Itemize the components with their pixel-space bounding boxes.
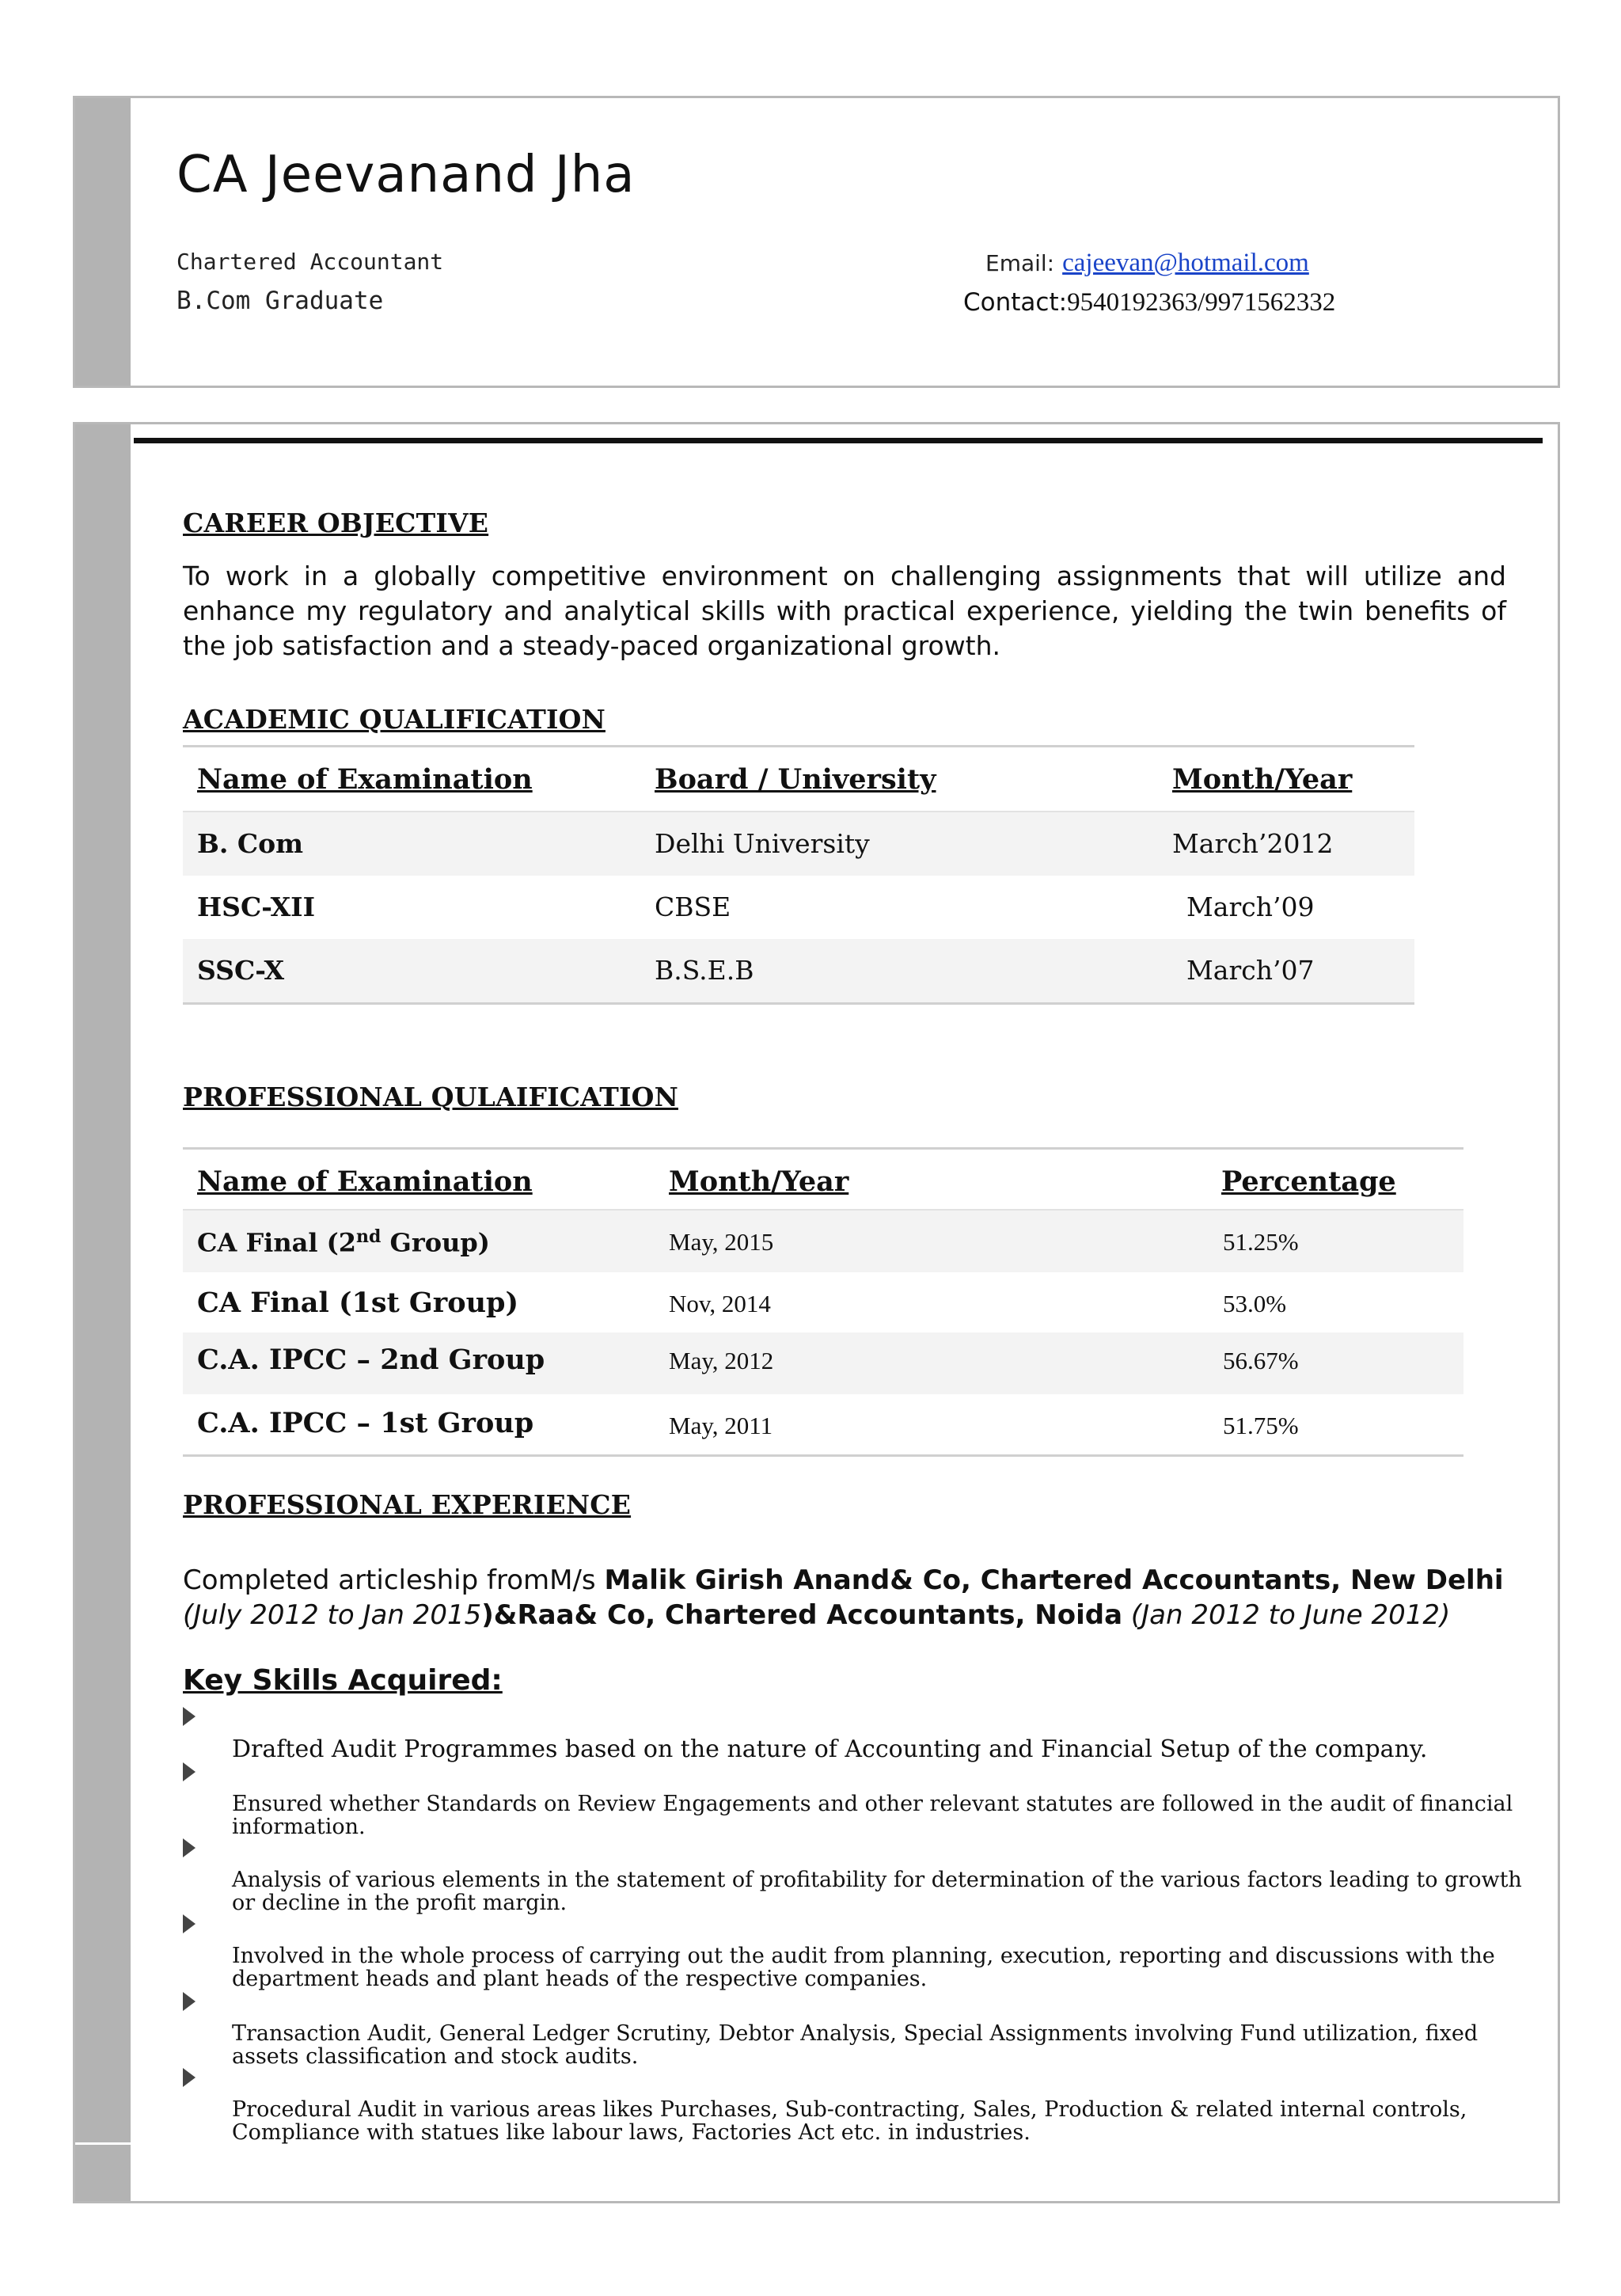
period: (Jan 2012 to June 2012) — [1122, 1599, 1451, 1631]
table-row — [183, 1394, 1463, 1454]
exam-percentage: 51.75% — [1223, 1412, 1299, 1439]
bullet-arrow-icon — [183, 1992, 196, 2011]
table-row — [183, 1332, 1463, 1394]
table-rule — [183, 1454, 1463, 1457]
exam-name: C.A. IPCC – 1st Group — [197, 1407, 534, 1439]
exam-name: HSC-XII — [197, 891, 316, 922]
candidate-degree: B.Com Graduate — [177, 287, 384, 315]
skill-text: Drafted Audit Programmes based on the nature of Accounting and Financial Setup of the company. — [232, 1735, 1428, 1763]
exam-percentage: 53.0% — [1223, 1290, 1287, 1317]
contact-row — [963, 288, 1335, 317]
exam-name: CA Final (2nd Group) — [197, 1226, 490, 1258]
email-link[interactable]: cajeevan@hotmail.com — [1062, 249, 1309, 277]
column-header: Name of Examination — [197, 1165, 533, 1198]
accent-bar-divider — [75, 2142, 131, 2145]
main-accent-bar — [75, 424, 131, 2201]
exam-name: CA Final (1st Group) — [197, 1287, 519, 1319]
career-objective-heading: CAREER OBJECTIVE — [183, 507, 489, 538]
contact-label: Contact: — [963, 288, 1068, 317]
column-header: Month/Year — [669, 1165, 849, 1198]
table-header-row — [183, 1150, 1463, 1213]
email-label: Email: — [985, 250, 1055, 276]
table-header-row — [183, 747, 1414, 811]
academic-table — [183, 745, 1414, 1006]
experience-heading: PROFESSIONAL EXPERIENCE — [183, 1489, 632, 1520]
board-name: CBSE — [655, 891, 731, 922]
skill-text: Analysis of various elements in the statement of profitability for determination of the various factors leading to growth or decline in the profit margin. — [232, 1868, 1522, 1915]
exam-percentage: 51.25% — [1223, 1228, 1299, 1256]
header-card — [73, 96, 1560, 388]
table-row — [183, 1211, 1463, 1272]
board-name: Delhi University — [655, 828, 870, 859]
key-skills-heading: Key Skills Acquired: — [183, 1664, 503, 1697]
skill-text: Transaction Audit, General Ledger Scrutiny, Debtor Analysis, Special Assignments involving Fund utilization, fixed assets classification and stock audits. — [232, 2021, 1479, 2069]
table-row — [183, 876, 1414, 939]
contact-number: 9540192363/9971562332 — [1067, 288, 1336, 317]
exam-date: May, 2015 — [669, 1228, 774, 1256]
column-header: Percentage — [1221, 1165, 1396, 1198]
firm-name: Malik Girish Anand& Co, Chartered Accountants, New Delhi — [604, 1564, 1504, 1596]
period: (July 2012 to Jan 2015 — [183, 1599, 482, 1631]
exam-percentage: 56.67% — [1223, 1347, 1299, 1374]
header-accent-bar — [75, 98, 131, 386]
bullet-arrow-icon — [183, 1707, 196, 1726]
bullet-arrow-icon — [183, 2068, 196, 2087]
professional-heading: PROFESSIONAL QULAIFICATION — [183, 1081, 678, 1112]
skill-text: Procedural Audit in various areas likes Purchases, Sub-contracting, Sales, Production & related internal controls, Compliance with statues like labour laws, Factories Act etc. in industries. — [232, 2097, 1467, 2145]
exam-date: March’07 — [1186, 955, 1315, 986]
exam-date: Nov, 2014 — [669, 1290, 771, 1317]
academic-heading: ACADEMIC QUALIFICATION — [183, 704, 606, 735]
bullet-arrow-icon — [183, 1838, 196, 1857]
email-row — [985, 249, 1309, 278]
table-row — [183, 812, 1414, 876]
experience-text: Completed articleship fromM/s Malik Girish Anand& Co, Chartered Accountants, New Delhi (July 2012 to Jan 2015)&Raa& Co, Chartered Accountants, Noida (Jan 2012 to June 2012) — [183, 1564, 1504, 1631]
exam-name: SSC-X — [197, 955, 285, 986]
skill-text: Ensured whether Standards on Review Engagements and other relevant statutes are followed in the audit of financial information. — [232, 1792, 1513, 1839]
bullet-arrow-icon — [183, 1762, 196, 1781]
main-card — [73, 422, 1560, 2203]
top-divider — [134, 438, 1543, 443]
skill-text: Involved in the whole process of carrying out the audit from planning, execution, reporting and discussions with the department heads and plant heads of the respective companies. — [232, 1944, 1495, 1991]
column-header: Board / University — [655, 763, 936, 796]
candidate-role: Chartered Accountant — [177, 249, 444, 275]
career-objective-text: To work in a globally competitive environment on challenging assignments that will utilize and enhance my regulatory and analytical skills with practical experience, yielding the twin benefits of the job satisfaction and a steady-paced organizational growth. — [183, 561, 1506, 661]
column-header: Name of Examination — [197, 763, 533, 796]
exam-date: March’2012 — [1172, 828, 1334, 859]
table-row — [183, 939, 1414, 1002]
board-name: B.S.E.B — [655, 955, 754, 986]
table-row — [183, 1272, 1463, 1332]
column-header: Month/Year — [1172, 763, 1353, 796]
firm-name: )&Raa& Co, Chartered Accountants, Noida — [481, 1599, 1123, 1631]
exam-name: C.A. IPCC – 2nd Group — [197, 1344, 545, 1376]
professional-table — [183, 1147, 1463, 1456]
bullet-arrow-icon — [183, 1914, 196, 1933]
candidate-name: CA Jeevanand Jha — [177, 146, 636, 204]
exam-date: May, 2011 — [669, 1412, 773, 1439]
exam-date: March’09 — [1186, 891, 1315, 922]
table-rule — [183, 1002, 1414, 1005]
exam-name: B. Com — [197, 828, 304, 859]
exam-date: May, 2012 — [669, 1347, 774, 1374]
